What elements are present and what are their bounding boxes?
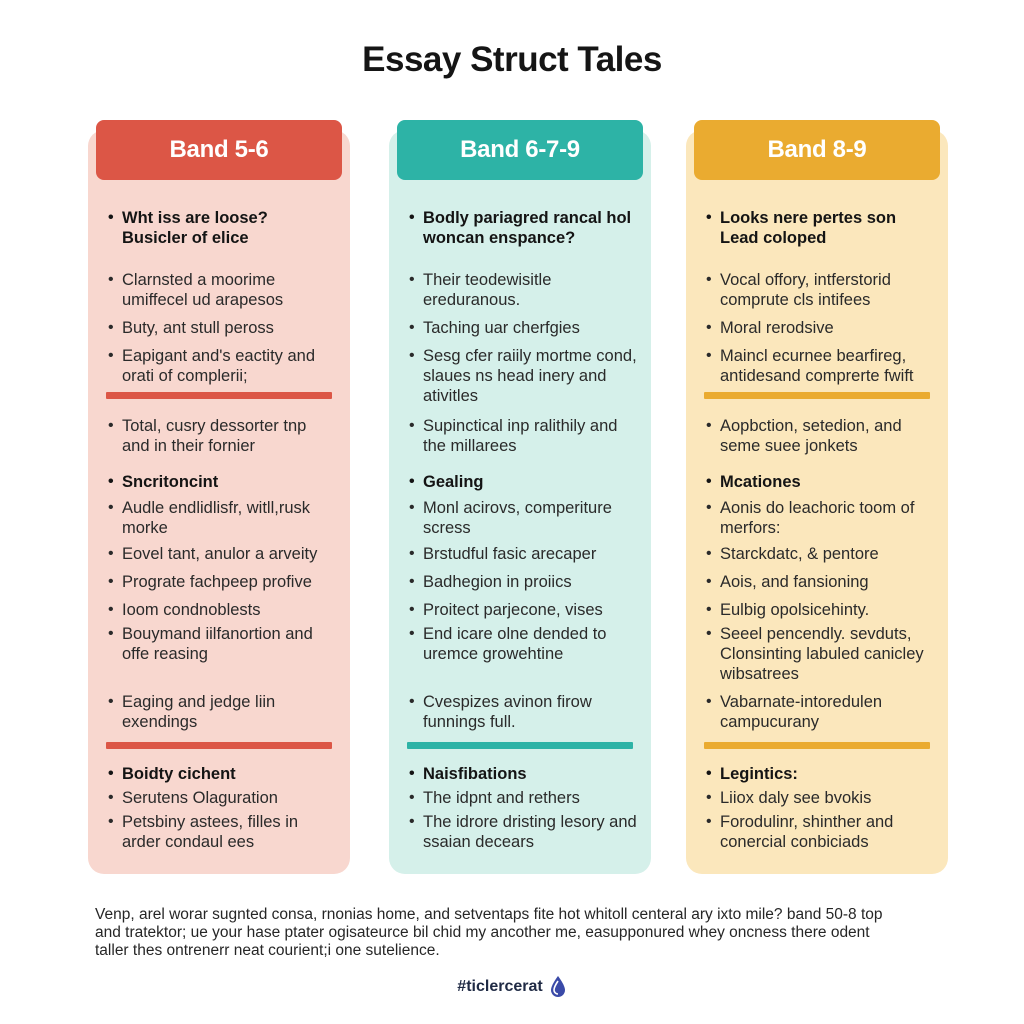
list-item: • Boidty cichent (108, 764, 336, 784)
section-divider (106, 392, 332, 399)
list-item: • Brstudful fasic arecaper (409, 544, 637, 564)
column-header: Band 5-6 (96, 120, 342, 180)
band-column-yellow (686, 130, 948, 874)
list-item: • Forodulinr, shinther and conercial conbiciads (706, 812, 934, 852)
list-item: • Sncritoncint (108, 472, 336, 492)
section-divider (407, 742, 633, 749)
list-item: • Looks nere pertes son Lead coloped (706, 208, 934, 248)
list-item: • Petsbiny astees, filles in arder condaul ees (108, 812, 336, 852)
list-item: • Serutens Olaguration (108, 788, 336, 808)
column-header: Band 8-9 (694, 120, 940, 180)
footer-line: and tratektor; ue your hase ptater ogisateurce bil chid my ancother me, easupponured whey oncness there odent (95, 924, 870, 941)
list-item: • Maincl ecurnee bearfireg, antidesand comprerte fwift (706, 346, 934, 386)
list-item: • Proitect parjecone, vises (409, 600, 637, 620)
list-item: • Aonis do leachoric toom of merfors: (706, 498, 934, 538)
brand-tag (0, 975, 1024, 999)
list-item: • Bouymand iilfanortion and offe reasing (108, 624, 336, 664)
list-item: • Supinctical inp ralithily and the millarees (409, 416, 637, 456)
list-item: • Audle endlidlisfr, witll,rusk morke (108, 498, 336, 538)
list-item: • Aois, and fansioning (706, 572, 934, 592)
footer-text (95, 906, 935, 960)
page-title: Essay Struct Tales (362, 40, 662, 79)
list-item: • Eulbig opolsicehinty. (706, 600, 934, 620)
list-item: • The idpnt and rethers (409, 788, 637, 808)
list-item: • Eaging and jedge liin exendings (108, 692, 336, 732)
band-column-teal (389, 130, 651, 874)
list-item: • Clarnsted a moorime umiffecel ud arapesos (108, 270, 336, 310)
list-item: • Vabarnate-intoredulen campucurany (706, 692, 934, 732)
list-item: • Ioom condnoblests (108, 600, 336, 620)
list-item: • Seeel pencendly. sevduts, Clonsinting labuled canicley wibsatrees (706, 624, 934, 684)
list-item: • Eovel tant, anulor a arveity (108, 544, 336, 564)
section-divider (106, 742, 332, 749)
list-item: • Prograte fachpeep profive (108, 572, 336, 592)
list-item: • Mcationes (706, 472, 934, 492)
list-item: • Vocal offory, intferstorid comprute cls intifees (706, 270, 934, 310)
droplet-icon (549, 975, 567, 999)
list-item: • Total, cusry dessorter tnp and in their fornier (108, 416, 336, 456)
list-item: • Sesg cfer raiily mortme cond, slaues ns head inery and ativitles (409, 346, 637, 406)
list-item: • Gealing (409, 472, 637, 492)
footer-line: taller thes ontrenerr neat courient;i one sutelience. (95, 942, 440, 959)
list-item: • Aopbction, setedion, and seme suee jonkets (706, 416, 934, 456)
list-item: • Monl acirovs, comperiture scress (409, 498, 637, 538)
list-item: • Eapigant and's eactity and orati of complerii; (108, 346, 336, 386)
list-item: • The idrore dristing lesory and ssaian decears (409, 812, 637, 852)
list-item: • Bodly pariagred rancal hol woncan enspance? (409, 208, 637, 248)
section-divider (704, 742, 930, 749)
list-item: • End icare olne dended to uremce growehtine (409, 624, 637, 664)
section-divider (704, 392, 930, 399)
band-column-red (88, 130, 350, 874)
list-item: • Starckdatc, & pentore (706, 544, 934, 564)
column-header: Band 6-7-9 (397, 120, 643, 180)
list-item: • Cvespizes avinon firow funnings full. (409, 692, 637, 732)
list-item: • Their teodewisitle ereduranous. (409, 270, 637, 310)
list-item: • Moral rerodsive (706, 318, 934, 338)
brand-text: #ticlercerat (457, 978, 543, 995)
list-item: • Taching uar cherfgies (409, 318, 637, 338)
list-item: • Liiox daly see bvokis (706, 788, 934, 808)
list-item: • Buty, ant stull peross (108, 318, 336, 338)
list-item: • Wht iss are loose? Busicler of elice (108, 208, 336, 248)
list-item: • Naisfibations (409, 764, 637, 784)
footer-line: Venp, arel worar sugnted consa, rnonias home, and setventaps fite hot whitoll centeral ary ixto mile? band 50-8 top (95, 906, 883, 923)
list-item: • Badhegion in proiics (409, 572, 637, 592)
list-item: • Legintics: (706, 764, 934, 784)
